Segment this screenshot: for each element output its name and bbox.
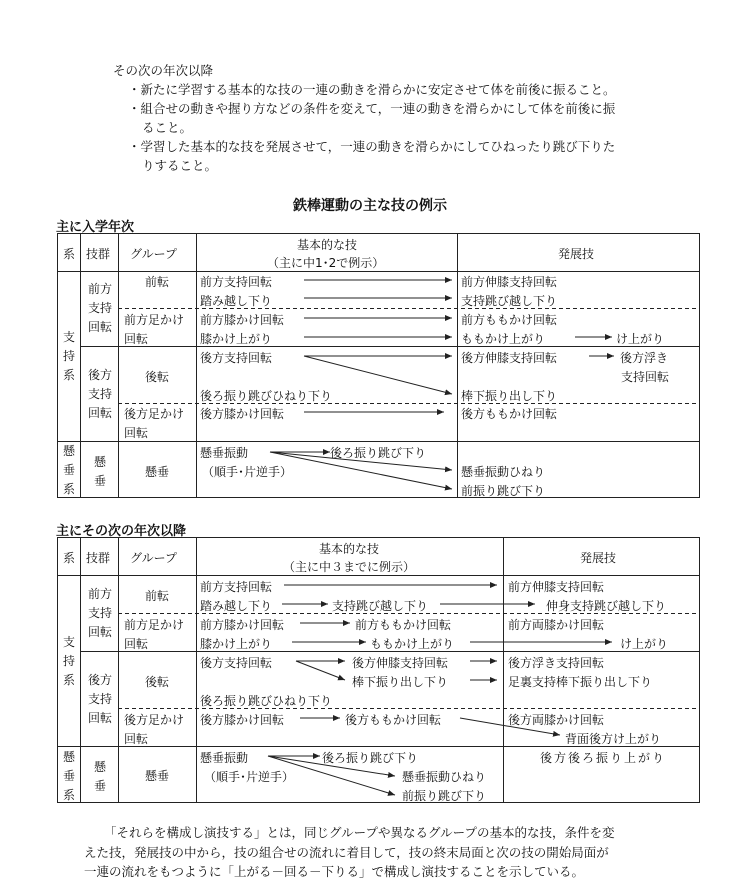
group-front-leg: 前方足かけ [124, 313, 185, 327]
group-kensui: 懸垂 [145, 769, 170, 783]
gigun-hang: 懸 垂 [93, 760, 106, 793]
dev-skill: け上がり [620, 637, 669, 651]
basic-skill: 踏み越し下り [200, 599, 273, 613]
basic-skill: 懸垂振動ひねり [402, 770, 487, 784]
intro-bullet: ・組合せの動きや握り方などの条件を変えて，一連の動きを滑らかにして体を前後に振 [128, 101, 616, 116]
header-gigun: 技群 [86, 551, 111, 565]
intro-bullet: りすること。 [142, 158, 218, 173]
group-kensui: 懸垂 [145, 465, 170, 479]
group-front-leg-2: 回転 [124, 332, 149, 346]
header-kei: 系 [63, 247, 76, 261]
group-back-leg: 後方足かけ [124, 407, 185, 421]
basic-skill: 後ろ振り跳び下り [322, 751, 419, 765]
basic-skill: 後ろ振り跳びひねり下り [200, 694, 333, 708]
dev-skill: 伸身支持跳び越し下り [546, 599, 667, 613]
intro-bullet: ・学習した基本的な技を発展させて，一連の動きを滑らかにしてひねったり跳び下りた [128, 139, 616, 154]
dev-skill: 前方伸膝支持回転 [508, 580, 605, 594]
dev-skill: 前振り跳び下り [461, 484, 546, 498]
basic-skill-note: （順手･片逆手） [202, 465, 293, 479]
footer-text: 一連の流れをもつように「上がる－回る－下りる」で構成し演技することを示している。 [84, 864, 585, 879]
basic-skill: 懸垂振動 [200, 446, 249, 460]
intro-heading: その次の年次以降 [113, 63, 214, 78]
header-group: グループ [130, 551, 178, 565]
dev-skill: ももかけ上がり [461, 332, 546, 346]
kei-hang: 懸 垂 系 [62, 750, 75, 802]
basic-skill: 後方膝かけ回転 [200, 713, 285, 727]
gigun-front: 前方 支持 回転 [87, 587, 112, 639]
basic-skill: 後ろ振り跳び下り [330, 446, 427, 460]
header-dev: 発展技 [558, 247, 595, 261]
group-back-leg-2: 回転 [124, 732, 149, 746]
dev-skill: 足裏支持棒下振り出し下り [508, 675, 653, 689]
header-basic-note: （主に中３までに例示） [283, 560, 416, 574]
header-gigun: 技群 [86, 247, 111, 261]
dev-skill: 前方両膝かけ回転 [508, 618, 605, 632]
group-front-leg: 前方足かけ [124, 618, 185, 632]
gigun-back: 後方 支持 回転 [87, 368, 112, 420]
table1-label: 主に入学年次 [56, 220, 135, 235]
group-back-leg: 後方足かけ [124, 713, 185, 727]
basic-skill: 前方支持回転 [200, 580, 273, 594]
basic-skill-note: （順手･片逆手） [204, 770, 295, 784]
kei-hang: 懸 垂 系 [62, 444, 75, 496]
group-zenten: 前転 [145, 275, 170, 289]
basic-skill: ももかけ上がり [370, 637, 455, 651]
dev-skill: 棒下振り出し下り [461, 389, 558, 403]
basic-skill: 前方支持回転 [200, 275, 273, 289]
dev-skill: 後方後ろ振り上がり [540, 751, 667, 765]
basic-skill: 懸垂振動 [200, 751, 249, 765]
header-basic-note: （主に中1･2で例示） [267, 256, 385, 270]
header-basic: 基本的な技 [319, 542, 380, 556]
kei-support: 支 持 系 [62, 330, 75, 382]
basic-skill: 支持跳び越し下り [332, 599, 429, 613]
intro-bullet: ・新たに学習する基本的な技の一連の動きを滑らかに安定させて体を前後に振ること。 [128, 82, 616, 97]
basic-skill: 後方支持回転 [200, 351, 273, 365]
basic-skill: 後ろ振り跳びひねり下り [200, 389, 333, 403]
basic-skill: 後方支持回転 [200, 656, 273, 670]
dev-skill: け上がり [616, 332, 665, 346]
group-zenten: 前転 [145, 589, 170, 603]
dev-skill: 懸垂振動ひねり [461, 465, 546, 479]
basic-skill: 前方膝かけ回転 [200, 313, 285, 327]
basic-skill: 後方ももかけ回転 [345, 713, 442, 727]
basic-skill: 前振り跳び下り [402, 789, 487, 803]
dev-skill: 後方浮き [620, 351, 669, 365]
intro-bullet: ること。 [142, 120, 193, 135]
footer-text: 「それらを構成し演技する」とは，同じグループや異なるグループの基本的な技，条件を変 [104, 825, 615, 840]
dev-skill: 支持回転 [621, 370, 670, 384]
gigun-back: 後方 支持 回転 [87, 673, 112, 725]
group-kouten: 後転 [145, 370, 170, 384]
dev-skill: 背面後方け上がり [565, 732, 662, 746]
kei-support: 支 持 系 [62, 635, 75, 687]
dev-skill: 後方ももかけ回転 [461, 407, 558, 421]
basic-skill: 後方膝かけ回転 [200, 407, 285, 421]
dev-skill: 前方ももかけ回転 [461, 313, 558, 327]
basic-skill: 膝かけ上がり [200, 332, 273, 346]
basic-skill: 前方ももかけ回転 [355, 618, 452, 632]
table2-label: 主にその次の年次以降 [56, 524, 187, 539]
dev-skill: 前方伸膝支持回転 [461, 275, 558, 289]
header-dev: 発展技 [580, 551, 617, 565]
header-group: グループ [130, 247, 178, 261]
dev-skill: 後方伸膝支持回転 [461, 351, 558, 365]
section-title: 鉄棒運動の主な技の例示 [293, 198, 447, 214]
footer-text: えた技，発展技の中から，技の組合せの流れに着目して，技の終末局面と次の技の開始局面が [84, 845, 609, 860]
header-kei: 系 [63, 551, 76, 565]
dev-skill: 後方浮き支持回転 [508, 656, 605, 670]
basic-skill: 踏み越し下り [200, 294, 273, 308]
group-back-leg-2: 回転 [124, 426, 149, 440]
group-kouten: 後転 [145, 675, 170, 689]
basic-skill: 後方伸膝支持回転 [352, 656, 449, 670]
gigun-front: 前方 支持 回転 [87, 282, 112, 334]
dev-skill: 支持跳び越し下り [461, 294, 558, 308]
basic-skill: 棒下振り出し下り [352, 675, 449, 689]
dev-skill: 後方両膝かけ回転 [508, 713, 605, 727]
group-front-leg-2: 回転 [124, 637, 149, 651]
basic-skill: 膝かけ上がり [200, 637, 273, 651]
gigun-hang: 懸 垂 [93, 455, 106, 488]
basic-skill: 前方膝かけ回転 [200, 618, 285, 632]
header-basic: 基本的な技 [297, 238, 358, 252]
